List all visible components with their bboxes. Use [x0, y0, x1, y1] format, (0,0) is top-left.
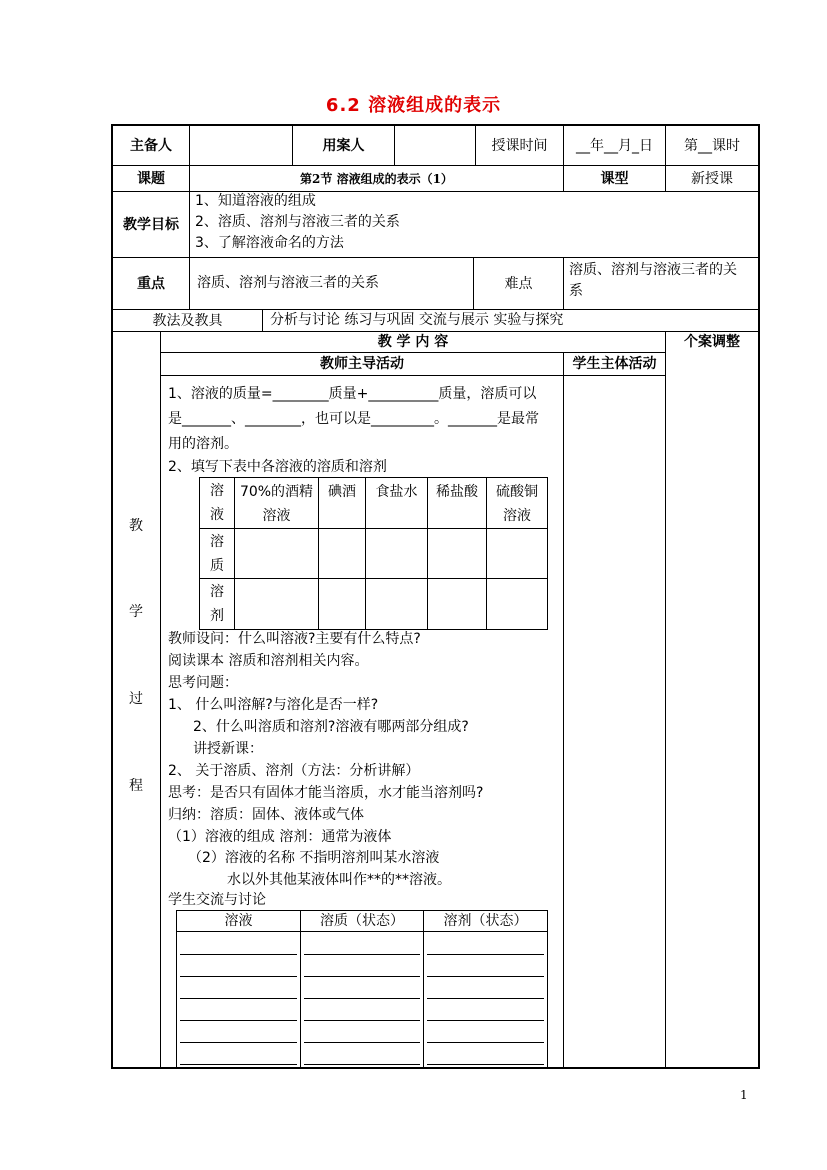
page-number: 1 — [740, 1088, 748, 1102]
q1-line-3: 用的溶剂。 — [168, 436, 238, 452]
topic-label: 课题 — [137, 170, 165, 187]
q2-text: 2、填写下表中各溶液的溶质和溶剂 — [168, 459, 387, 475]
methods-value: 分析与讨论 练习与巩固 交流与展示 实验与探究 — [270, 312, 564, 328]
table1-row-head-2: 溶 质 — [210, 533, 224, 574]
text-line-8: 思考：是否只有固体才能当溶质，水才能当溶剂吗? — [168, 785, 484, 801]
type-label: 课型 — [600, 170, 629, 187]
student-header: 学生主体活动 — [572, 356, 657, 372]
text-line-2: 阅读课本 溶质和溶剂相关内容。 — [168, 653, 369, 669]
side-label-1: 教 — [129, 518, 143, 534]
text-line-13: 学生交流与讨论 — [168, 892, 266, 908]
text-line-9: 归纳：溶质：固体、液体或气体 — [168, 807, 364, 823]
keypoints-value: 溶质、溶剂与溶液三者的关系 — [197, 275, 379, 291]
table2-head-1: 溶液 — [224, 913, 253, 929]
text-line-7: 2、 关于溶质、溶剂（方法：分析讲解） — [168, 763, 420, 779]
text-line-3: 思考问题： — [168, 675, 238, 691]
table1-row-head-3: 溶 剂 — [210, 584, 224, 624]
methods-label: 教法及教具 — [152, 312, 223, 329]
text-line-11: （2）溶液的名称 不指明溶剂叫某水溶液 — [188, 850, 440, 866]
difficulty-label: 难点 — [504, 275, 533, 292]
author-label: 主备人 — [130, 137, 172, 154]
q1-line-2: 是_______、________，也可以是_________。_______是最常 — [168, 411, 539, 427]
author-value — [190, 126, 292, 165]
text-line-1: 教师设问：什么叫溶液?主要有什么特点? — [168, 631, 421, 647]
side-label-4: 程 — [129, 778, 143, 794]
table1-col-head-2: 碘酒 — [328, 484, 356, 500]
adjust-header: 个案调整 — [684, 334, 740, 350]
goal-item-2: 2、溶质、溶剂与溶液三者的关系 — [195, 214, 400, 230]
text-line-5: 2、什么叫溶质和溶剂?溶液有哪两部分组成? — [193, 719, 469, 735]
difficulty-value-1: 溶质、溶剂与溶液三者的关 — [569, 262, 737, 278]
text-line-6: 讲授新课： — [193, 741, 263, 757]
table1-col-head-1: 70%的酒精 溶液 — [239, 484, 314, 524]
document-title: 6.2 溶液组成的表示 — [325, 95, 502, 116]
text-line-10: （1）溶液的组成 溶剂：通常为液体 — [168, 829, 392, 845]
table2-head-2: 溶质（状态） — [320, 913, 404, 929]
goals-label: 教学目标 — [123, 216, 179, 233]
side-label-2: 学 — [129, 604, 143, 620]
teacher-header: 教师主导活动 — [320, 356, 404, 372]
user-value — [395, 126, 475, 165]
goal-item-1: 1、知道溶液的组成 — [195, 193, 316, 209]
table2-head-3: 溶剂（状态） — [443, 913, 528, 929]
table1-row-head-1: 溶 液 — [210, 483, 224, 523]
type-value: 新授课 — [691, 170, 733, 187]
period-value: 第__课时 — [684, 137, 740, 154]
table1-col-head-5: 硫酸铜 溶液 — [496, 484, 538, 524]
difficulty-value-2: 系 — [569, 283, 583, 299]
date-value: __年__月_日 — [576, 137, 653, 154]
time-label: 授课时间 — [491, 137, 548, 154]
content-header: 教 学 内 容 — [377, 334, 449, 350]
goal-item-3: 3、了解溶液命名的方法 — [195, 235, 344, 251]
q1-line-1: 1、溶液的质量=________质量+__________质量，溶质可以 — [168, 386, 537, 402]
text-line-12: 水以外其他某液体叫作**的**溶液。 — [227, 872, 451, 888]
side-label-3: 过 — [129, 691, 143, 707]
keypoints-label: 重点 — [137, 275, 165, 292]
text-line-4: 1、 什么叫溶解?与溶化是否一样? — [168, 697, 379, 713]
topic-value: 第2节 溶液组成的表示（1） — [300, 171, 453, 186]
table1-col-head-3: 食盐水 — [375, 484, 418, 500]
user-label: 用案人 — [322, 137, 365, 154]
table1-col-head-4: 稀盐酸 — [436, 484, 478, 500]
